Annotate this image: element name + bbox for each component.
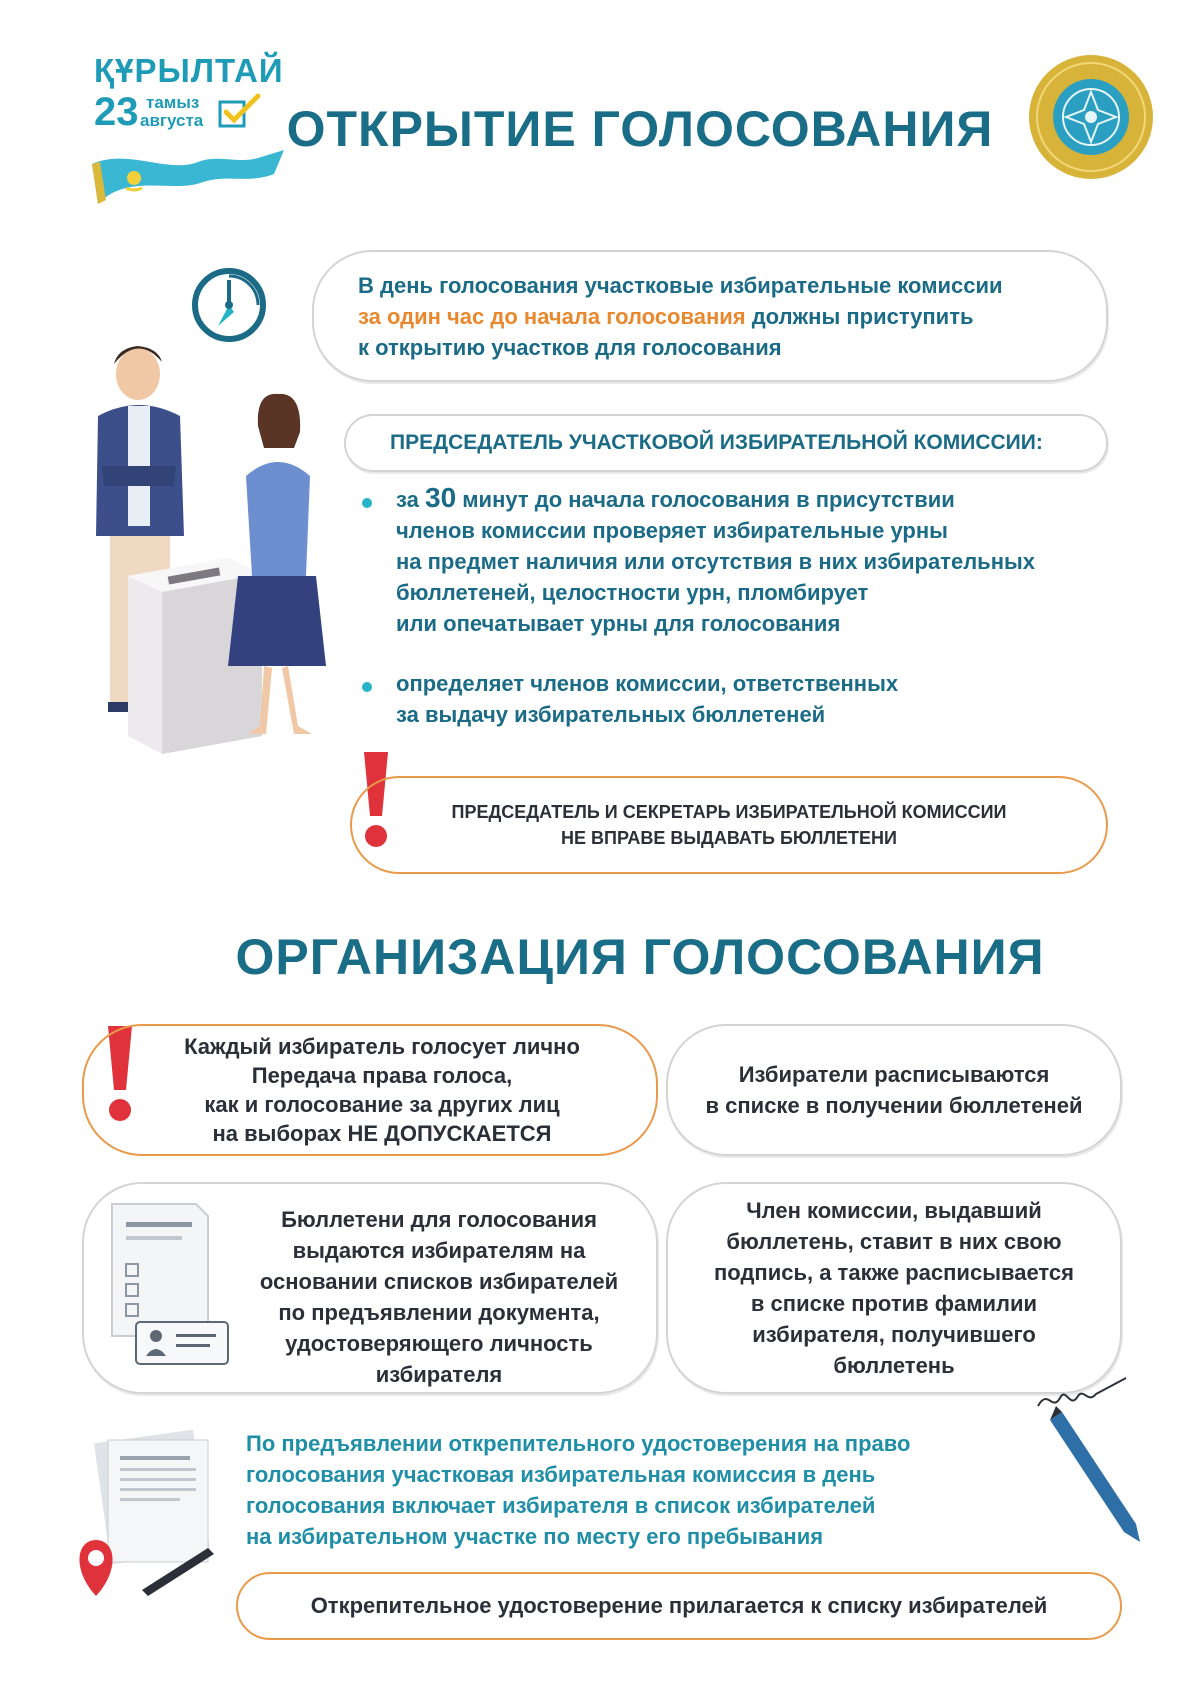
bullet-dot-2 xyxy=(362,682,372,692)
bullet-dot-1 xyxy=(362,498,372,508)
intro-line-2 xyxy=(358,301,1106,332)
bullet-2-text xyxy=(396,668,1136,730)
card-1-line-1: Каждый избиратель голосует лично xyxy=(184,1034,580,1059)
card-4-line-5: избирателя, получившего xyxy=(752,1322,1036,1347)
intro-line-1: В день голосования участковые избирательные комиссии xyxy=(358,272,1003,298)
card-3-text xyxy=(234,1204,644,1390)
election-officials-illustration xyxy=(88,336,358,756)
bullet-1-line-3: на предмет наличия или отсутствия в них избирательных xyxy=(396,549,1035,574)
logo-word: ҚҰРЫЛТАЙ xyxy=(94,52,284,89)
logo-month-kz: тамыз xyxy=(146,93,200,112)
bullet-1-line-1: за 30 минут до начала голосования в присутствии xyxy=(396,482,955,513)
card-3-line-1: Бюллетени для голосования xyxy=(281,1207,597,1232)
card-4-line-2: бюллетень, ставит в них свою xyxy=(726,1229,1062,1254)
bullet-1-number: 30 xyxy=(425,482,457,513)
final-box xyxy=(236,1572,1122,1640)
warning-box xyxy=(350,776,1108,874)
section-title-opening: ОТКРЫТИЕ ГОЛОСОВАНИЯ xyxy=(286,101,994,157)
warning-line-2: НЕ ВПРАВЕ ВЫДАВАТЬ БЮЛЛЕТЕНИ xyxy=(561,828,897,848)
card-3-line-5: удостоверяющего личность xyxy=(285,1331,593,1356)
documents-location-icon xyxy=(72,1430,232,1600)
absentee-line-2: голосования участковая избирательная комиссия в день xyxy=(246,1462,876,1487)
card-4-line-3: подпись, а также расписывается xyxy=(714,1260,1074,1285)
card-3-line-3: основании списков избирателей xyxy=(259,1269,619,1294)
intro-box xyxy=(312,250,1108,382)
card-personal-vote xyxy=(82,1024,658,1156)
absentee-line-4: на избирательном участке по месту его пребывания xyxy=(246,1524,824,1549)
bullet-1-line-2: членов комиссии проверяет избирательные урны xyxy=(396,518,948,543)
card-4-line-1: Член комиссии, выдавший xyxy=(746,1198,1042,1223)
card-1-line-4: на выборах НЕ ДОПУСКАЕТСЯ xyxy=(212,1121,552,1146)
bullet-1-line-4: бюллетеней, целостности урн, пломбирует xyxy=(396,580,869,605)
card-4-line-4: в списке против фамилии xyxy=(750,1291,1038,1316)
absentee-line-3: голосования включает избирателя в список избирателей xyxy=(246,1493,876,1518)
card-1-line-3: как и голосование за других лиц xyxy=(204,1092,560,1117)
logo-month-ru: августа xyxy=(140,111,204,130)
bullet-1-line-5: или опечатывает урны для голосования xyxy=(396,611,841,636)
intro-highlight: за один час до начала голосования xyxy=(358,303,746,329)
bullet-2-line-1: определяет членов комиссии, ответственных xyxy=(396,671,899,696)
absentee-text xyxy=(246,1428,1146,1552)
clock-icon xyxy=(190,266,268,344)
intro-line-3: к открытию участков для голосования xyxy=(358,334,782,360)
card-3-line-4: по предъявлении документа, xyxy=(278,1300,600,1325)
card-1-line-2: Передача права голоса, xyxy=(251,1063,513,1088)
card-3-line-6: избирателя xyxy=(375,1362,503,1387)
chair-header: ПРЕДСЕДАТЕЛЬ УЧАСТКОВОЙ ИЗБИРАТЕЛЬНОЙ КОМИССИИ: xyxy=(390,431,1043,454)
absentee-line-1: По предъявлении открепительного удостоверения на право xyxy=(246,1431,911,1456)
chair-header-box xyxy=(344,414,1108,472)
bullet-1-text xyxy=(396,482,1136,639)
card-2-line-1: Избиратели расписываются xyxy=(738,1062,1050,1087)
card-sign-list xyxy=(666,1024,1122,1156)
warning-line-1: ПРЕДСЕДАТЕЛЬ И СЕКРЕТАРЬ ИЗБИРАТЕЛЬНОЙ КОМИССИИ xyxy=(451,802,1007,822)
bullet-2-line-2: за выдачу избирательных бюллетеней xyxy=(396,702,826,727)
logo-day: 23 xyxy=(94,90,139,134)
card-4-line-6: бюллетень xyxy=(833,1353,955,1378)
card-2-line-2: в списке в получении бюллетеней xyxy=(705,1093,1083,1118)
final-text: Открепительное удостоверение прилагается к списку избирателей xyxy=(310,1593,1048,1618)
ballot-id-card-icon xyxy=(108,1200,232,1368)
card-3-line-2: выдаются избирателям на xyxy=(292,1238,586,1263)
intro-line-2-rest: должны приступить xyxy=(745,303,974,329)
section-title-organization: ОРГАНИЗАЦИЯ ГОЛОСОВАНИЯ xyxy=(235,929,1045,985)
